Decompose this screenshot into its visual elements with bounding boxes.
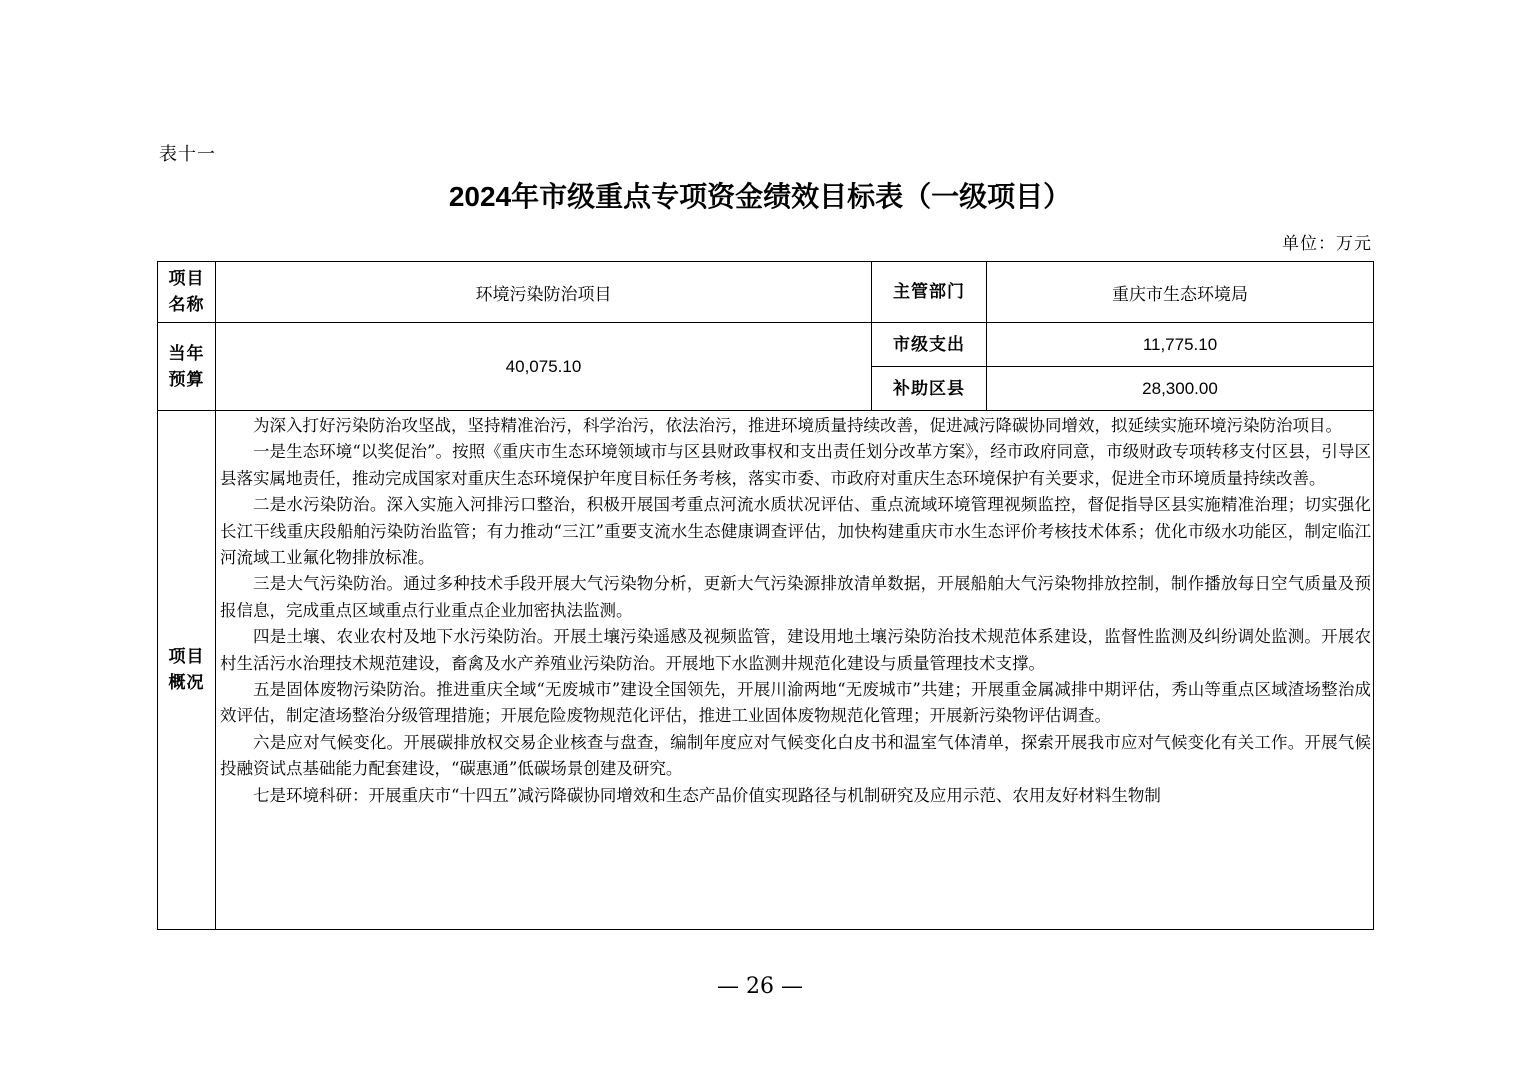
table-label: 表十一	[159, 144, 216, 165]
overview-paragraph: 一是生态环境“以奖促治”。按照《重庆市生态环境领域市与区县财政事权和支出责任划分改革方案》，经市政府同意，市级财政专项转移支付区县，引导区县落实属地责任，推动完成国家对重庆生态环境保护年度目标任务考核，落实市委、市政府对重庆生态环境保护有关要求，促进全市环境质量持续改善。	[220, 442, 1371, 488]
overview-paragraph: 六是应对气候变化。开展碳排放权交易企业核查与盘查，编制年度应对气候变化白皮书和温室气体清单，探索开展我市应对气候变化有关工作。开展气候投融资试点基础能力配套建设，“碳惠通”低碳场景创建及研究。	[220, 732, 1371, 779]
overview-paragraph: 七是环境科研：开展重庆市“十四五”减污降碳协同增效和生态产品价值实现路径与机制研究及应用示范、农用友好材料生物制	[253, 785, 1161, 805]
overview-paragraph: 四是土壤、农业农村及地下水污染防治。开展土壤污染遥感及视频监管，建设用地土壤污染防治技术规范体系建设，监督性监测及纠纷调处监测。开展农村生活污水治理技术规范建设，畜禽及水产养殖业污染防治。开展地下水监测井规范化建设与质量管理技术支撑。	[220, 627, 1371, 673]
city-expense-label: 市级支出	[872, 323, 987, 367]
performance-target-table	[157, 261, 1374, 930]
budget-label: 当年预算	[158, 323, 216, 411]
overview-paragraph: 五是固体废物污染防治。推进重庆全域“无废城市”建设全国领先，开展川渝两地“无废城市”共建；开展重金属减排中期评估，秀山等重点区域渣场整治成效评估，制定渣场整治分级管理措施；开展危险废物规范化评估，推进工业固体废物规范化管理；开展新污染物评估调查。	[220, 680, 1371, 726]
project-name-label: 项目名称	[158, 262, 216, 323]
overview-text	[216, 411, 1373, 929]
page-number: — 26 —	[717, 974, 803, 999]
city-expense-value: 11,775.10	[987, 323, 1374, 367]
department-value: 重庆市生态环境局	[987, 262, 1374, 323]
overview-content	[216, 411, 1374, 930]
unit-label: 单位：万元	[1282, 234, 1372, 254]
district-subsidy-label: 补助区县	[872, 367, 987, 411]
overview-paragraph: 三是大气污染防治。通过多种技术手段开展大气污染物分析，更新大气污染源排放清单数据，开展船舶大气污染物排放控制，制作播放每日空气质量及预报信息，完成重点区域重点行业重点企业加密执法监测。	[220, 574, 1371, 620]
district-subsidy-value: 28,300.00	[987, 367, 1374, 411]
table-row-budget	[158, 323, 1374, 367]
budget-total-value: 40,075.10	[216, 323, 872, 411]
table-row-project	[158, 262, 1374, 323]
overview-label: 项目概况	[158, 411, 216, 930]
overview-paragraph: 为深入打好污染防治攻坚战，坚持精准治污，科学治污，依法治污，推进环境质量持续改善，促进减污降碳协同增效，拟延续实施环境污染防治项目。	[253, 416, 1342, 435]
page-title: 2024年市级重点专项资金绩效目标表（一级项目）	[448, 181, 1072, 212]
overview-paragraph: 二是水污染防治。深入实施入河排污口整治，积极开展国考重点河流水质状况评估、重点流域环境管理视频监控，督促指导区县实施精准治理；切实强化长江干线重庆段船舶污染防治监管；有力推动“三江”重要支流水生态健康调查评估，加快构建重庆市水生态评价考核技术体系；优化市级水功能区，制定临江河流域工业氟化物排放标准。	[220, 495, 1371, 568]
project-name-value: 环境污染防治项目	[216, 262, 872, 323]
department-label: 主管部门	[872, 262, 987, 323]
table-row-overview	[158, 411, 1374, 930]
